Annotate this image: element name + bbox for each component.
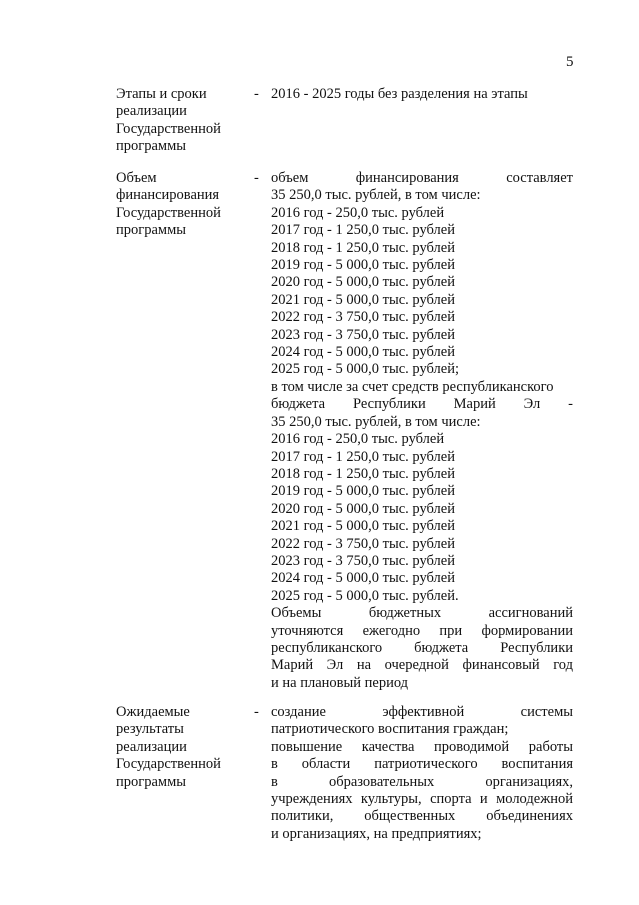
content-line: 2016 - 2025 годы без разделения на этапы (271, 86, 528, 102)
content-line: 2018 год - 1 250,0 тыс. рублей (271, 239, 455, 256)
content-line: 35 250,0 тыс. рублей, в том числе: (271, 187, 481, 204)
content-line: повышение качества проводимой работы (271, 738, 573, 755)
content-line: 2025 год - 5 000,0 тыс. рублей. (271, 587, 459, 604)
page-number: 5 (566, 54, 574, 70)
row-label-line: программы (116, 138, 186, 155)
content-line: 2023 год - 3 750,0 тыс. рублей (271, 552, 455, 569)
row-label-line: программы (116, 222, 186, 239)
row-label-line: Объем (116, 170, 157, 186)
row-label-line: Государственной (116, 120, 221, 137)
dash-separator: - (254, 86, 259, 102)
content-line: политики, общественных объединениях (271, 808, 573, 825)
content-line: и на плановый период (271, 674, 409, 691)
row-label-line: программы (116, 773, 186, 790)
row-label (116, 704, 246, 791)
content-line: 2024 год - 5 000,0 тыс. рублей (271, 344, 455, 361)
content-line: 2021 год - 5 000,0 тыс. рублей (271, 291, 455, 308)
row-label-line: результаты (116, 721, 184, 738)
content-line: 2021 год - 5 000,0 тыс. рублей (271, 518, 455, 535)
content-line: и организациях, на предприятиях; (271, 825, 482, 842)
row-label-line: Этапы и сроки (116, 86, 207, 102)
content-line: уточняются ежегодно при формировании (271, 622, 573, 639)
dash-separator: - (254, 704, 259, 720)
content-line: Марий Эл на очередной финансовый год (271, 657, 573, 674)
content-line: в том числе за счет средств республиканского (271, 378, 554, 395)
content-line: 2022 год - 3 750,0 тыс. рублей (271, 535, 455, 552)
content-line: Объемы бюджетных ассигнований (271, 605, 573, 622)
content-line: в области патриотического воспитания (271, 756, 573, 773)
content-line: учреждениях культуры, спорта и молодежной (271, 791, 573, 808)
row-label-line: Ожидаемые (116, 704, 190, 720)
row-label-line: реализации (116, 103, 187, 120)
content-line: объем финансирования составляет (271, 170, 573, 186)
row-content (271, 86, 573, 103)
content-line: 2019 год - 5 000,0 тыс. рублей (271, 257, 455, 274)
content-line: 2020 год - 5 000,0 тыс. рублей (271, 274, 455, 291)
content-line: 2016 год - 250,0 тыс. рублей (271, 204, 445, 221)
row-label-line: Государственной (116, 204, 221, 221)
content-line: 2024 год - 5 000,0 тыс. рублей (271, 570, 455, 587)
content-line: создание эффективной системы (271, 704, 573, 720)
row-label-line: Государственной (116, 756, 221, 773)
content-line: 2020 год - 5 000,0 тыс. рублей (271, 500, 455, 517)
content-line: 2019 год - 5 000,0 тыс. рублей (271, 483, 455, 500)
content-line: 2017 год - 1 250,0 тыс. рублей (271, 222, 455, 239)
row-content (271, 704, 573, 843)
content-line: 2025 год - 5 000,0 тыс. рублей; (271, 361, 459, 378)
content-line: патриотического воспитания граждан; (271, 721, 509, 738)
row-label (116, 170, 246, 240)
content-line: 2018 год - 1 250,0 тыс. рублей (271, 465, 455, 482)
content-line: бюджета Республики Марий Эл - (271, 396, 573, 413)
row-label (116, 86, 246, 156)
content-line: в образовательных организациях, (271, 773, 573, 790)
content-line: 2016 год - 250,0 тыс. рублей (271, 431, 445, 448)
dash-separator: - (254, 170, 259, 186)
content-line: 2017 год - 1 250,0 тыс. рублей (271, 448, 455, 465)
content-line: 2022 год - 3 750,0 тыс. рублей (271, 309, 455, 326)
row-label-line: финансирования (116, 187, 220, 204)
row-content (271, 170, 573, 692)
content-line: 35 250,0 тыс. рублей, в том числе: (271, 413, 481, 430)
content-line: 2023 год - 3 750,0 тыс. рублей (271, 326, 455, 343)
content-line: республиканского бюджета Республики (271, 639, 573, 656)
row-label-line: реализации (116, 738, 187, 755)
